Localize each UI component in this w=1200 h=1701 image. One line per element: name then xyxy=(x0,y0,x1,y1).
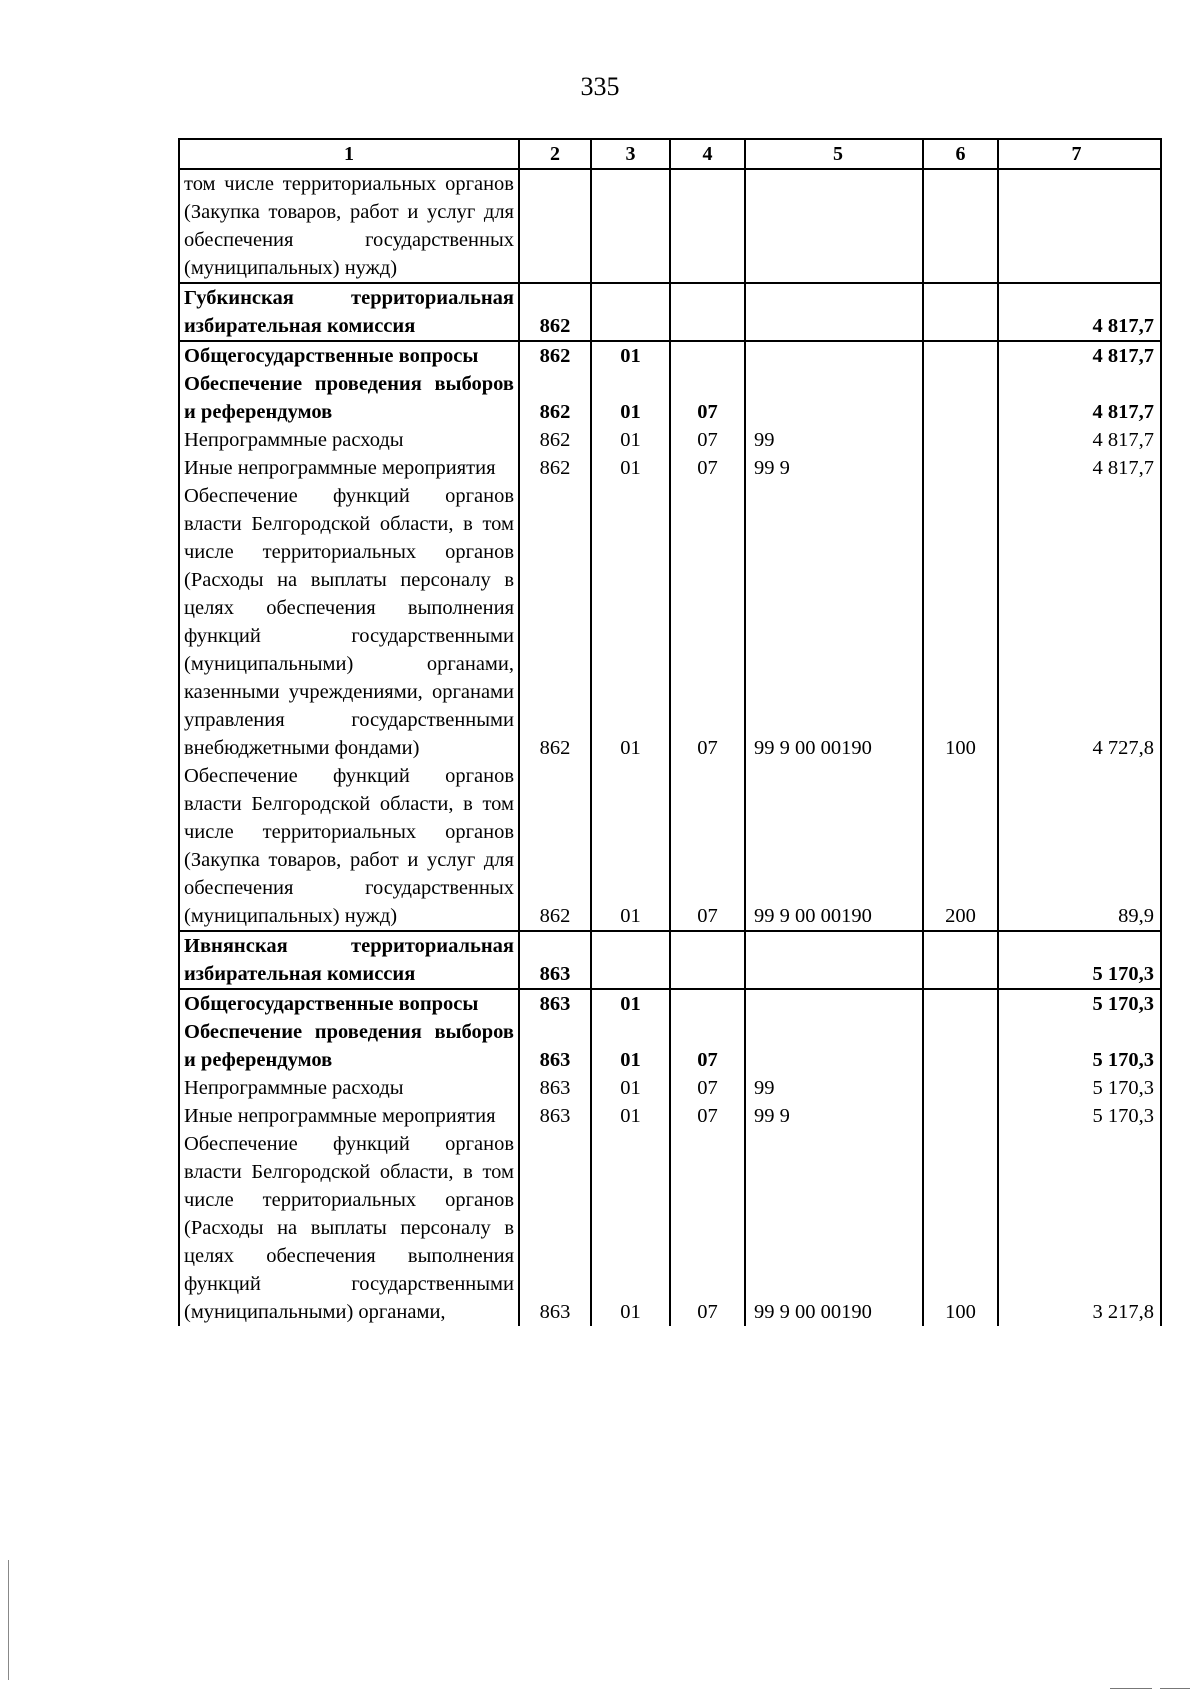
subsection-cell xyxy=(670,169,745,283)
code-cell: 862 xyxy=(519,426,591,454)
expense-type-cell xyxy=(923,1074,998,1102)
table-row xyxy=(179,1074,1161,1102)
amount-cell: 4 817,7 xyxy=(998,370,1161,426)
row-name-cell: Непрограммные расходы xyxy=(179,1074,519,1102)
target-article-cell xyxy=(745,169,923,283)
row-name-cell: Обеспечение проведения выборов и референдумов xyxy=(179,370,519,426)
section-cell: 01 xyxy=(591,482,670,762)
subsection-cell: 07 xyxy=(670,370,745,426)
table-row xyxy=(179,370,1161,426)
row-name-cell: Обеспечение функций органов власти Белгородской области, в том числе территориальных органов (Расходы на выплаты персоналу в целях обеспечения выполнения функций государственными (муниципальными) органами, казенными учреждениями, органами управления государственными внебюджетными фондами) xyxy=(179,482,519,762)
section-cell: 01 xyxy=(591,454,670,482)
column-header-2: 2 xyxy=(519,139,591,169)
row-name-cell: Общегосударственные вопросы xyxy=(179,341,519,370)
subsection-cell: 07 xyxy=(670,1102,745,1130)
subsection-cell xyxy=(670,341,745,370)
code-cell: 862 xyxy=(519,341,591,370)
row-name-cell: Общегосударственные вопросы xyxy=(179,989,519,1018)
expense-type-cell xyxy=(923,1018,998,1074)
table-row xyxy=(179,1130,1161,1326)
column-header-1: 1 xyxy=(179,139,519,169)
section-cell: 01 xyxy=(591,989,670,1018)
table-row xyxy=(179,426,1161,454)
column-header-4: 4 xyxy=(670,139,745,169)
table-row xyxy=(179,169,1161,283)
table-row xyxy=(179,482,1161,762)
amount-cell: 4 817,7 xyxy=(998,341,1161,370)
amount-cell xyxy=(998,169,1161,283)
table-row xyxy=(179,283,1161,341)
target-article-cell: 99 9 xyxy=(745,1102,923,1130)
table-row xyxy=(179,1018,1161,1074)
expense-type-cell xyxy=(923,989,998,1018)
section-cell xyxy=(591,283,670,341)
target-article-cell: 99 xyxy=(745,1074,923,1102)
column-header-7: 7 xyxy=(998,139,1161,169)
section-cell: 01 xyxy=(591,1130,670,1326)
subsection-cell: 07 xyxy=(670,1130,745,1326)
row-name-cell: Иные непрограммные мероприятия xyxy=(179,1102,519,1130)
section-cell: 01 xyxy=(591,1102,670,1130)
amount-cell: 5 170,3 xyxy=(998,989,1161,1018)
expense-type-cell xyxy=(923,1102,998,1130)
code-cell: 863 xyxy=(519,1130,591,1326)
code-cell: 862 xyxy=(519,283,591,341)
expense-type-cell xyxy=(923,931,998,989)
target-article-cell xyxy=(745,1018,923,1074)
scan-dash-mark xyxy=(1160,1688,1190,1689)
section-cell: 01 xyxy=(591,341,670,370)
expense-type-cell xyxy=(923,169,998,283)
table-body xyxy=(179,169,1161,1326)
row-name-cell: Непрограммные расходы xyxy=(179,426,519,454)
expense-type-cell xyxy=(923,426,998,454)
page-number: 335 xyxy=(580,72,620,101)
expense-type-cell xyxy=(923,341,998,370)
section-cell xyxy=(591,931,670,989)
row-name-cell: том числе территориальных органов (Закупка товаров, работ и услуг для обеспечения государственных (муниципальных) нужд) xyxy=(179,169,519,283)
section-cell: 01 xyxy=(591,1074,670,1102)
subsection-cell: 07 xyxy=(670,1018,745,1074)
amount-cell: 5 170,3 xyxy=(998,1018,1161,1074)
code-cell: 862 xyxy=(519,454,591,482)
section-cell: 01 xyxy=(591,426,670,454)
expense-type-cell xyxy=(923,283,998,341)
subsection-cell: 07 xyxy=(670,454,745,482)
amount-cell: 4 817,7 xyxy=(998,454,1161,482)
code-cell: 863 xyxy=(519,931,591,989)
row-name-cell: Обеспечение функций органов власти Белгородской области, в том числе территориальных органов (Расходы на выплаты персоналу в целях обеспечения выполнения функций государственными (муниципальными) органами, xyxy=(179,1130,519,1326)
column-header-3: 3 xyxy=(591,139,670,169)
section-cell xyxy=(591,169,670,283)
target-article-cell: 99 9 00 00190 xyxy=(745,762,923,931)
expense-type-cell: 100 xyxy=(923,1130,998,1326)
budget-table xyxy=(178,138,1162,1326)
code-cell: 862 xyxy=(519,762,591,931)
code-cell: 863 xyxy=(519,989,591,1018)
scan-edge-line xyxy=(8,1560,9,1680)
table-row xyxy=(179,454,1161,482)
target-article-cell: 99 9 00 00190 xyxy=(745,1130,923,1326)
row-name-cell: Иные непрограммные мероприятия xyxy=(179,454,519,482)
table-row xyxy=(179,1102,1161,1130)
section-cell: 01 xyxy=(591,762,670,931)
amount-cell: 4 727,8 xyxy=(998,482,1161,762)
amount-cell: 5 170,3 xyxy=(998,931,1161,989)
subsection-cell: 07 xyxy=(670,482,745,762)
code-cell: 862 xyxy=(519,482,591,762)
scan-dash-mark xyxy=(1110,1688,1152,1689)
code-cell: 863 xyxy=(519,1102,591,1130)
target-article-cell xyxy=(745,989,923,1018)
subsection-cell xyxy=(670,931,745,989)
column-header-5: 5 xyxy=(745,139,923,169)
code-cell: 863 xyxy=(519,1018,591,1074)
target-article-cell xyxy=(745,283,923,341)
target-article-cell: 99 9 00 00190 xyxy=(745,482,923,762)
table-header-row xyxy=(179,139,1161,169)
row-name-cell: Ивнянская территориальная избирательная комиссия xyxy=(179,931,519,989)
table-row xyxy=(179,341,1161,370)
subsection-cell: 07 xyxy=(670,762,745,931)
target-article-cell: 99 xyxy=(745,426,923,454)
table-row xyxy=(179,762,1161,931)
row-name-cell: Обеспечение проведения выборов и референдумов xyxy=(179,1018,519,1074)
row-name-cell: Губкинская территориальная избирательная комиссия xyxy=(179,283,519,341)
amount-cell: 5 170,3 xyxy=(998,1102,1161,1130)
subsection-cell: 07 xyxy=(670,1074,745,1102)
subsection-cell xyxy=(670,283,745,341)
expense-type-cell xyxy=(923,454,998,482)
expense-type-cell: 200 xyxy=(923,762,998,931)
target-article-cell: 99 9 xyxy=(745,454,923,482)
column-header-6: 6 xyxy=(923,139,998,169)
subsection-cell: 07 xyxy=(670,426,745,454)
section-cell: 01 xyxy=(591,370,670,426)
amount-cell: 4 817,7 xyxy=(998,426,1161,454)
code-cell: 863 xyxy=(519,1074,591,1102)
section-cell: 01 xyxy=(591,1018,670,1074)
amount-cell: 5 170,3 xyxy=(998,1074,1161,1102)
table-row xyxy=(179,931,1161,989)
target-article-cell xyxy=(745,931,923,989)
expense-type-cell: 100 xyxy=(923,482,998,762)
target-article-cell xyxy=(745,341,923,370)
amount-cell: 3 217,8 xyxy=(998,1130,1161,1326)
target-article-cell xyxy=(745,370,923,426)
code-cell: 862 xyxy=(519,370,591,426)
subsection-cell xyxy=(670,989,745,1018)
table-row xyxy=(179,989,1161,1018)
expense-type-cell xyxy=(923,370,998,426)
amount-cell: 4 817,7 xyxy=(998,283,1161,341)
amount-cell: 89,9 xyxy=(998,762,1161,931)
code-cell xyxy=(519,169,591,283)
row-name-cell: Обеспечение функций органов власти Белгородской области, в том числе территориальных органов (Закупка товаров, работ и услуг для обеспечения государственных (муниципальных) нужд) xyxy=(179,762,519,931)
